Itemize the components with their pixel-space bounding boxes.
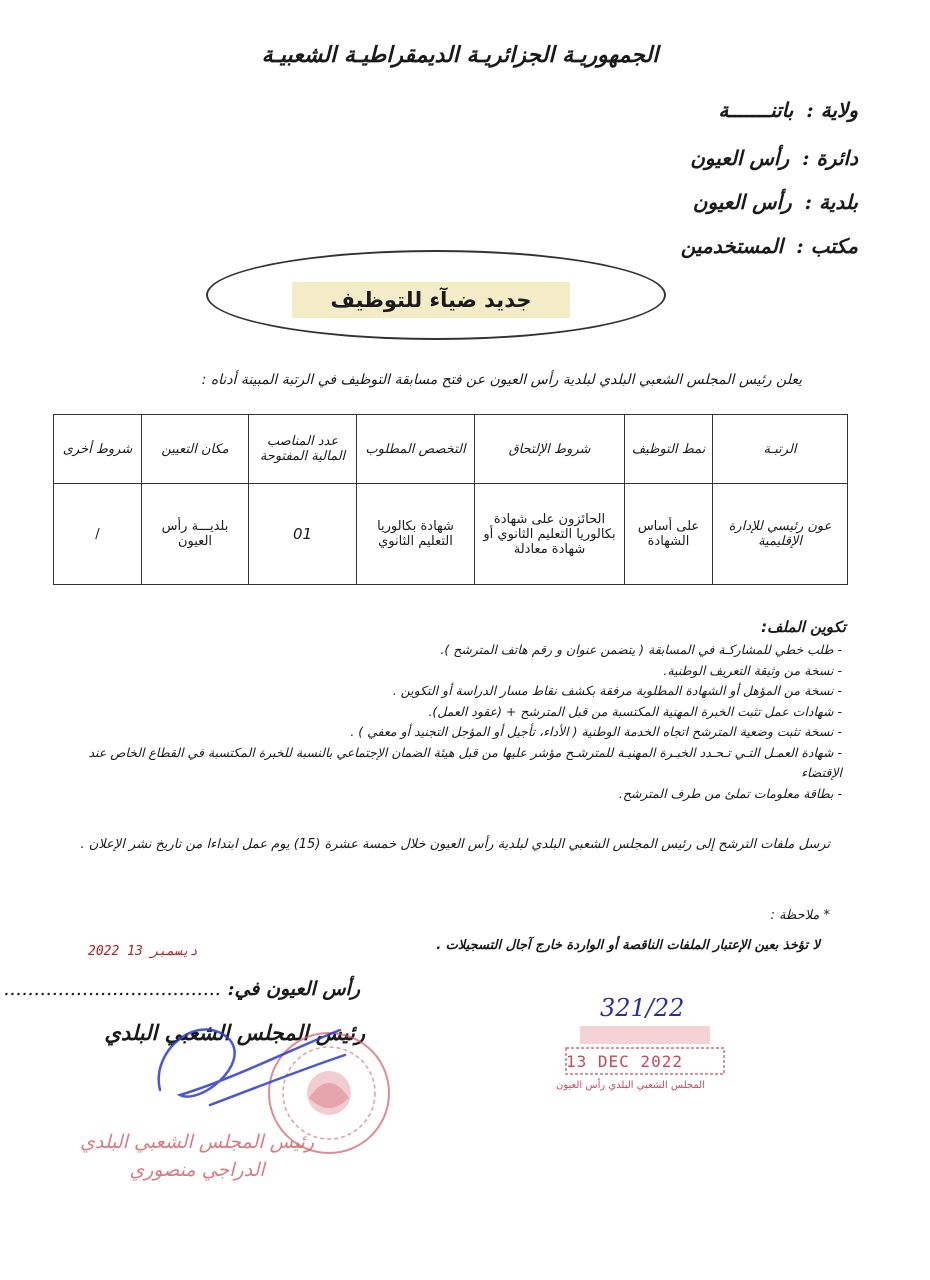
cell-conditions: الحائزون على شهادة بكالوريا التعليم الثانوي أو شهادة معادلة: [475, 484, 625, 585]
positions-table: [53, 414, 848, 585]
registration-number: 321/22: [600, 994, 685, 1022]
signature-stamp-name: الدراجي منصوري: [129, 1159, 265, 1181]
daira-line: [690, 146, 858, 170]
signature-stamp: [80, 1128, 314, 1184]
list-item: - نسخة تثبت وضعية المترشح اتجاه الخدمة الوطنية ( الأداء، تأجيل أو المؤجل التجنيد أو معفي ) .: [82, 722, 842, 743]
cell-place: بلديـــة رأس العيون: [142, 484, 249, 585]
handwritten-signature: [140, 1010, 360, 1120]
header-specialty: التخصص المطلوب: [357, 415, 475, 484]
daira-value: رأس العيون: [690, 146, 790, 170]
republic-header: الجمهوريـة الجزائريـة الديمقراطيـة الشعبيـة: [261, 42, 659, 68]
wilaya-label: ولاية :: [806, 98, 858, 122]
table-header-row: [54, 415, 848, 484]
submission-instructions: ترسل ملفات الترشح إلى رئيس المجلس الشعبي البلدي لبلدية رأس العيون خلال خمسة عشرة (15) يوم عمل ابتداءا من تاريخ نشر الإعلان .: [80, 837, 830, 852]
note-text: لا تؤخذ بعين الإعتبار الملفات الناقصة أو الواردة خارج آجال التسجيلات .: [436, 938, 820, 953]
cell-mode: على أساس الشهادة: [625, 484, 713, 585]
wilaya-value: باتنـــــــة: [718, 98, 794, 122]
registration-label: المجلس الشعبي البلدي رأس العيون: [556, 1080, 705, 1091]
list-item: - نسخة من المؤهل أو الشهادة المطلوبة مرفقة بكشف نقاط مسار الدراسة أو التكوين .: [82, 681, 842, 702]
header-rank: الرتبـة: [713, 415, 848, 484]
cell-other: /: [54, 484, 142, 585]
note-title: * ملاحظة :: [770, 908, 830, 923]
place-label: رأس العيون في:: [227, 978, 360, 1000]
announcement-intro: يعلن رئيس المجلس الشعبي البلدي لبلدية رأس العيون عن فتح مسابقة التوظيف في الرتبة المبينة أدناه :: [201, 372, 802, 388]
place-date-line: [3, 978, 360, 1000]
office-label: مكتب :: [796, 234, 858, 258]
header-mode: نمط التوظيف: [625, 415, 713, 484]
list-item: - شهادة العمـل التـي تـحـدد الخبـرة المهنيـة للمترشـح مؤشر عليها من قبل هيئة الضمان الإجتماعي بالنسبة للخبرة المكتسبة في القطاع الخاص عند الإقتضاء: [82, 743, 842, 784]
list-item: - شهادات عمل تثبت الخبرة المهنية المكتسبة من قبل المترشح + (عقود العمل).: [82, 702, 842, 723]
list-item: - نسخة من وثيقة التعريف الوطنية.: [82, 661, 842, 682]
recruitment-banner: جديد ضيآء للتوظيف: [292, 282, 570, 318]
president-title: رئيس المجلس الشعبي البلدي: [104, 1020, 365, 1045]
baladia-value: رأس العيون: [692, 190, 792, 214]
office-value: المستخدمين: [680, 234, 784, 258]
cell-rank: عون رئيسي للإدارة الإقليمية: [713, 484, 848, 585]
cell-specialty: شهادة بكالوريا التعليم الثانوي: [357, 484, 475, 585]
header-other: شروط أخرى: [54, 415, 142, 484]
table-row: [54, 484, 848, 585]
file-composition-title: تكوين الملف:: [761, 618, 846, 636]
registration-date: 13 DEC 2022: [566, 1052, 683, 1071]
header-place: مكان التعيين: [142, 415, 249, 484]
required-documents-list: [82, 640, 842, 804]
list-item: - بطاقة معلومات تملئ من طرف المترشح.: [82, 784, 842, 805]
header-posts: عدد المناصب المالية المفتوحة: [249, 415, 357, 484]
daira-label: دائرة :: [802, 146, 858, 170]
list-item: - طلب خطي للمشاركـة في المسابقة ( يتضمن عنوان و رقم هاتف المترشح ).: [82, 640, 842, 661]
date-dots: ....................................: [3, 978, 221, 1000]
wilaya-line: [718, 98, 858, 122]
handwritten-date: 2022 ديسمبر 13: [88, 944, 198, 959]
office-line: [681, 234, 858, 258]
header-conditions: شروط الإلتحاق: [475, 415, 625, 484]
baladia-label: بلدية :: [804, 190, 858, 214]
baladia-line: [693, 190, 858, 214]
signature-stamp-title: رئيس المجلس الشعبي البلدي: [80, 1131, 315, 1153]
cell-posts: 01: [249, 484, 357, 585]
